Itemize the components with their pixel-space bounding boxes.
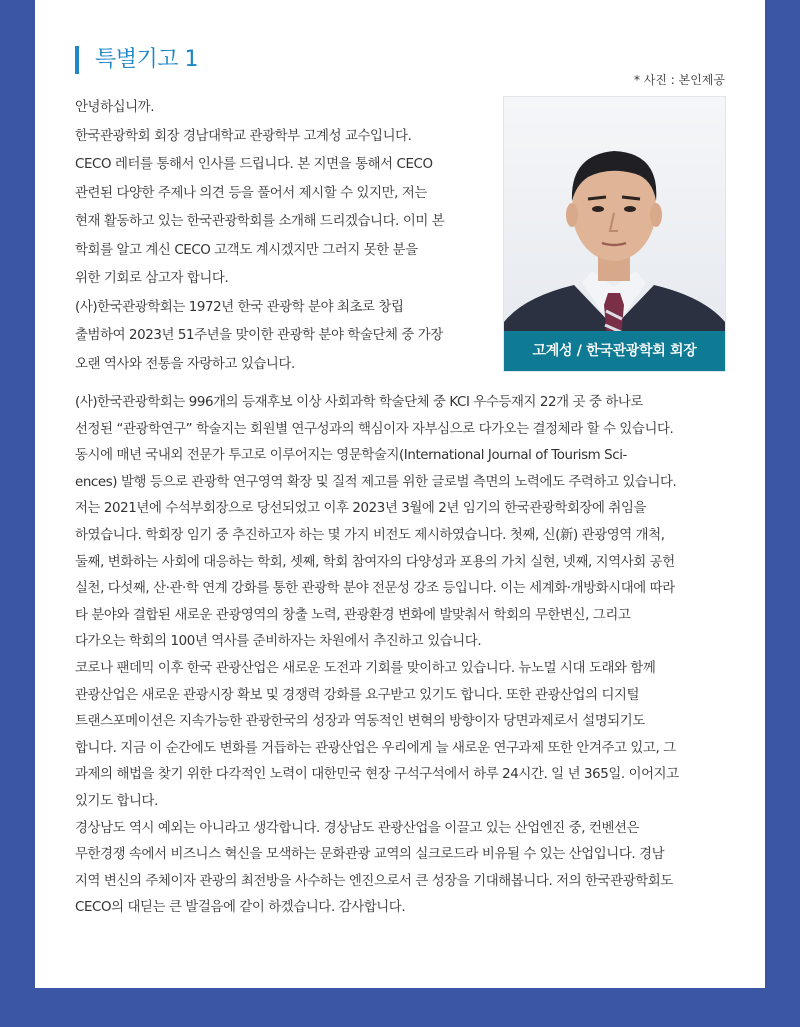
intro-line: 안녕하십니까. bbox=[75, 100, 155, 115]
portrait-image bbox=[504, 97, 725, 371]
body-line: (사)한국관광학회는 996개의 등재후보 이상 사회과학 학술단체 중 KCI 우수등재지 22개 곳 중 하나로 bbox=[75, 395, 643, 410]
intro-line: 현재 활동하고 있는 한국관광학회를 소개해 드리겠습니다. 이미 본 bbox=[75, 214, 445, 229]
intro-paragraph bbox=[75, 94, 485, 379]
intro-line: 위한 기회로 삼고자 합니다. bbox=[75, 271, 229, 286]
intro-line: 오랜 역사와 전통을 자랑하고 있습니다. bbox=[75, 356, 295, 372]
article-page bbox=[35, 0, 765, 988]
body-line: 다가오는 학회의 100년 역사를 준비하자는 차원에서 추진하고 있습니다. bbox=[75, 634, 482, 650]
body-line: 코로나 팬데믹 이후 한국 관광산업은 새로운 도전과 기회를 맞이하고 있습니다. 뉴노멀 시대 도래와 함께 bbox=[75, 660, 656, 676]
body-line: 실천, 다섯째, 산·관·학 연계 강화를 통한 관광학 분야 전문성 강조 등입니다. 이는 세계화·개방화시대에 따라 bbox=[75, 581, 675, 597]
body-line: 선정된 “관광학연구” 학술지는 회원별 연구성과의 핵심이자 자부심으로 다가오는 결정체라 할 수 있습니다. bbox=[75, 421, 674, 437]
intro-line: CECO 레터를 통해서 인사를 드립니다. 본 지면을 통해서 CECO bbox=[75, 157, 433, 172]
body-line: CECO의 대딛는 큰 발걸음에 같이 하겠습니다. 감사합니다. bbox=[75, 900, 406, 916]
body-line: 하였습니다. 학회장 임기 중 추진하고자 하는 몇 가지 비전도 제시하였습니다. 첫째, 신(新) 관광영역 개척, bbox=[75, 527, 665, 543]
body-line: 관광산업은 새로운 관광시장 확보 및 경쟁력 강화를 요구받고 있기도 합니다. 또한 관광산업의 디지털 bbox=[75, 687, 640, 703]
intro-line: 학회를 알고 계신 CECO 고객도 계시겠지만 그러지 못한 분을 bbox=[75, 242, 418, 258]
intro-line: 한국관광학회 회장 경남대학교 관광학부 고계성 교수입니다. bbox=[75, 128, 412, 144]
photo-credit: * 사진 : 본인제공 bbox=[633, 73, 725, 87]
intro-line: 출범하여 2023년 51주년을 맞이한 관광학 분야 학술단체 중 가장 bbox=[75, 328, 443, 343]
body-line: ences) 발행 등으로 관광학 연구영역 확장 및 질적 제고를 위한 글로벌 측면의 노력에도 주력하고 있습니다. bbox=[75, 474, 677, 490]
author-portrait bbox=[503, 96, 726, 372]
body-line: 무한경쟁 속에서 비즈니스 혁신을 모색하는 문화관광 교역의 실크로드라 비유될 수 있는 산업입니다. 경남 bbox=[75, 847, 665, 863]
body-line: 있기도 합니다. bbox=[75, 793, 158, 809]
body-line: 트랜스포메이션은 지속가능한 관광한국의 성장과 역동적인 변혁의 방향이자 당면과제로서 설명되기도 bbox=[75, 714, 645, 730]
body-line: 둘째, 변화하는 사회에 대응하는 학회, 셋째, 학회 참여자의 다양성과 포용의 가치 실현, 넷째, 지역사회 공헌 bbox=[75, 554, 675, 570]
body-line: 지역 변신의 주체이자 관광의 최전방을 사수하는 엔진으로서 큰 성장을 기대해봅니다. 저의 한국관광학회도 bbox=[75, 873, 673, 889]
intro-line: 관련된 다양한 주제나 의견 등을 풀어서 제시할 수 있지만, 저는 bbox=[75, 185, 427, 201]
body-paragraphs bbox=[75, 390, 727, 922]
section-title: 특별기고 1 bbox=[75, 46, 198, 74]
body-line: 합니다. 지금 이 순간에도 변화를 거듭하는 관광산업은 우리에게 늘 새로운 연구과제 또한 안겨주고 있고, 그 bbox=[75, 740, 676, 756]
body-line: 동시에 매년 국내외 전문가 투고로 이루어지는 영문학술지(International Journal of Tourism Sci- bbox=[75, 448, 627, 464]
body-line: 저는 2021년에 수석부회장으로 당선되었고 이후 2023년 3월에 2년 임기의 한국관광학회장에 취임을 bbox=[75, 501, 647, 517]
body-line: 과제의 해법을 찾기 위한 다각적인 노력이 대한민국 현장 구석구석에서 하루 24시간. 일 년 365일. 이어지고 bbox=[75, 767, 679, 783]
intro-line: (사)한국관광학회는 1972년 한국 관광학 분야 최초로 창립 bbox=[75, 299, 404, 315]
body-line: 경상남도 역시 예외는 아니라고 생각합니다. 경상남도 관광산업을 이끌고 있는 산업엔진 중, 컨벤션은 bbox=[75, 820, 640, 836]
portrait-caption: 고계성 / 한국관광학회 회장 bbox=[504, 331, 725, 371]
body-line: 타 분야와 결합된 새로운 관광영역의 창출 노력, 관광환경 변화에 발맞춰서 학회의 무한변신, 그리고 bbox=[75, 607, 631, 623]
